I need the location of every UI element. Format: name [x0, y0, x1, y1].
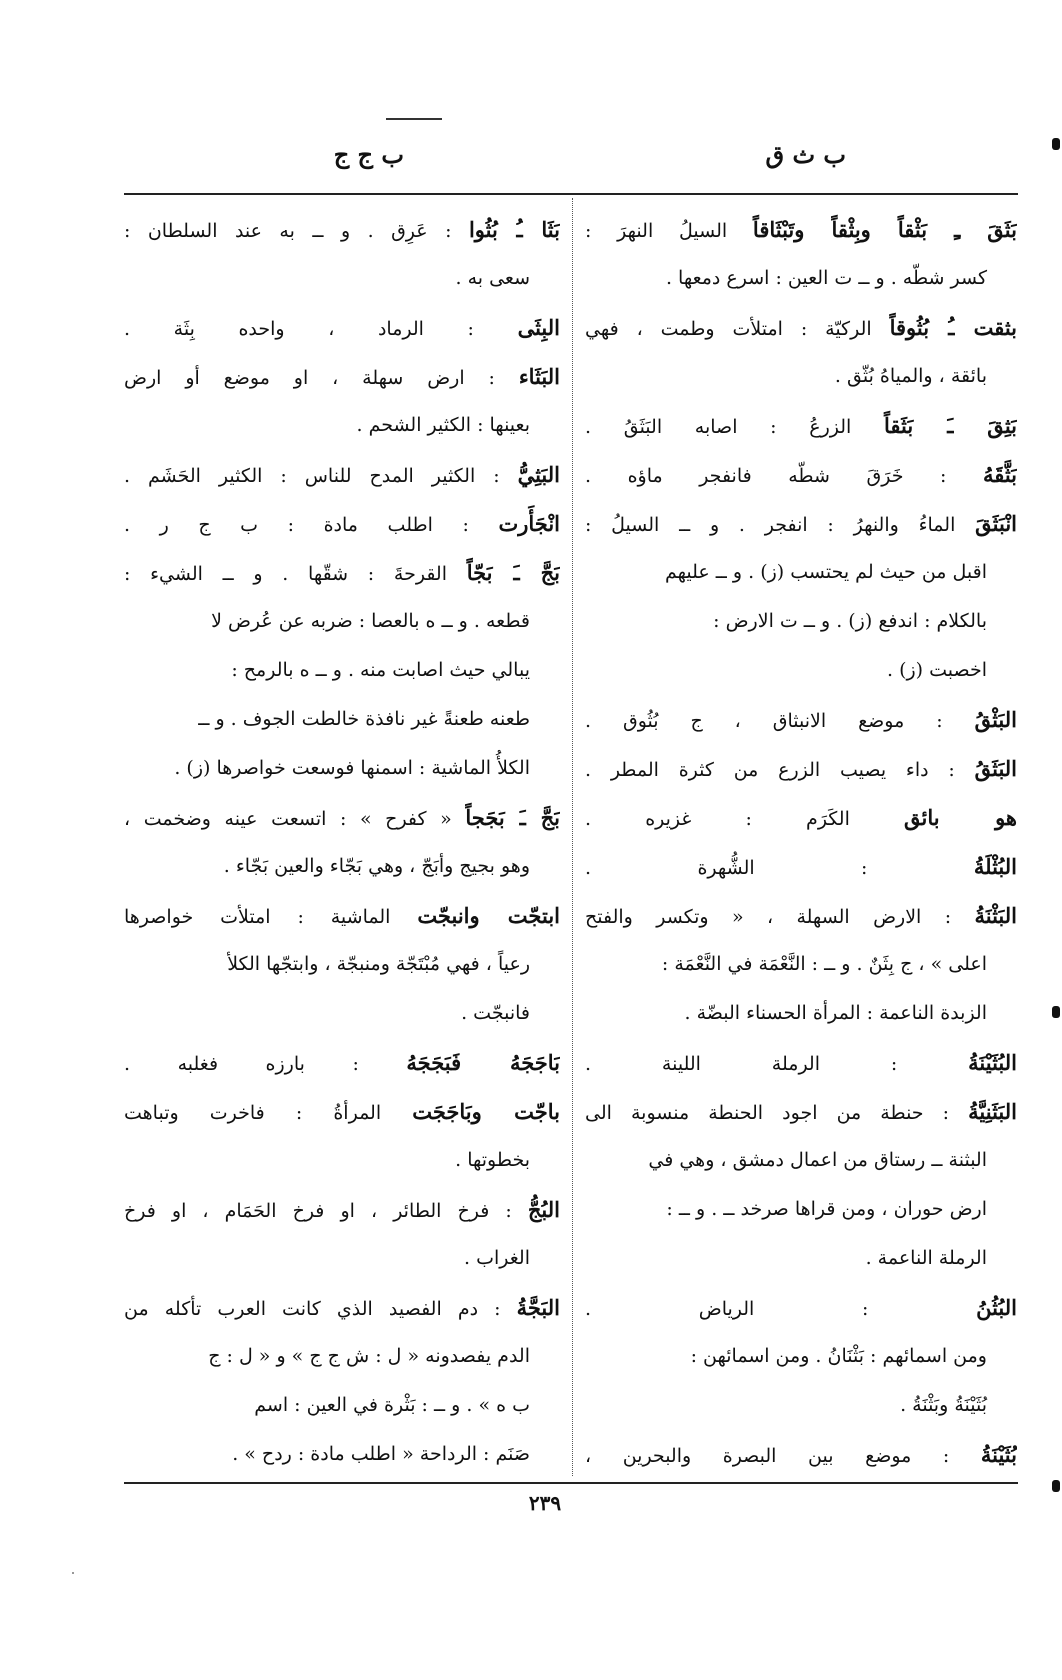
left-column: [124, 205, 560, 1480]
entry-headword: بَثَّقَهُ: [982, 462, 1017, 487]
entry-headword: هو بائق: [904, 805, 1017, 830]
entry-line: [124, 401, 560, 450]
entry-text: الكلأُ الماشية : اسمنها فوسعت خواصرها (ز) .: [174, 757, 530, 779]
entry-headword: بَثَا ـُ بُثُوا: [468, 217, 560, 242]
entry-text: سعى به .: [455, 267, 530, 289]
entry-line: [124, 1479, 560, 1480]
entry-line: [124, 1234, 560, 1283]
entry-text: ب ه » . و ــ : بَثْرة في العين : اسم: [254, 1394, 530, 1416]
entry-text: : موضع بين البصرة والبحرين ،: [585, 1445, 950, 1467]
entry-text: : ارض سهلة ، او موضع أو ارض: [124, 367, 495, 389]
entry-text: القرحةَ : شقّها . و ــ الشيء :: [124, 563, 447, 585]
entry-text: : حنطة من اجود الحنطة منسوبة الى: [585, 1102, 950, 1124]
entry-text: اعلى » ، ج بِثَنٌ . و ــ : النَّعْمَة في النَّعْمَة :: [661, 953, 987, 975]
entry-line: [124, 352, 560, 401]
entry-text: : داء يصيب الزرع من كثرة المطر .: [585, 759, 955, 781]
entry-line: [585, 646, 1017, 695]
entry-text: البثنة ــ رستاق من اعمال دمشق ، وهي في: [648, 1149, 987, 1171]
scan-speck: [72, 1572, 74, 1574]
entry-headword: بُثَيْنَةُ: [980, 1442, 1017, 1467]
column-divider: [572, 198, 573, 1476]
entry-line: [585, 1185, 1017, 1234]
entry-line: [585, 1234, 1017, 1283]
entry-text: بعينها : الكثير الشحم .: [356, 414, 530, 436]
entry-text: : اطلب مادة : ب ج ر .: [124, 514, 469, 536]
entry-text: بالكلام : اندفع (ز) . و ــ ت الارض :: [713, 610, 987, 632]
entry-text: : موضع الانبثاق ، ج بُثُوق .: [585, 710, 943, 732]
entry-text: قطعه . و ــ ه بالعصا : ضربه عن عُرض لا: [211, 610, 530, 632]
running-head-right: ب ث ق: [765, 140, 846, 169]
entry-text: السيلُ النهرَ :: [585, 220, 728, 242]
entry-line: [585, 891, 1017, 940]
entry-line: [585, 1381, 1017, 1430]
entry-line: [585, 940, 1017, 989]
entry-line: [124, 1087, 560, 1136]
running-head-left: ب ج ج: [333, 140, 404, 169]
entry-text: : الرياض .: [585, 1298, 869, 1320]
entry-line: [124, 1332, 560, 1381]
entry-line: [124, 1381, 560, 1430]
entry-line: [585, 842, 1017, 891]
entry-headword: البَجَّةُ: [516, 1295, 560, 1320]
entry-text: الماءُ والنهرُ : انفجر . و ــ السيلُ :: [585, 514, 956, 536]
entry-text: الدم يفصدونه « ل : ش ج ج » و « ل : ج: [208, 1345, 530, 1367]
edge-mark: [1052, 1006, 1060, 1018]
entry-line: [585, 254, 1017, 303]
entry-line: [585, 1332, 1017, 1381]
entry-text: : بارزه فغلبه .: [124, 1053, 359, 1075]
entry-headword: البَثِيُّ: [517, 462, 560, 487]
entry-text: يبالي حيث اصابت منه . و ــ ه بالرمح :: [231, 659, 530, 681]
entry-line: [124, 989, 560, 1038]
entry-headword: البِثَى: [517, 315, 560, 340]
entry-headword: بَثِقَ ـَ بَثَقاً: [884, 413, 1017, 438]
entry-headword: بَثَقَ ـِ بَثْقاً وبِثْقاً وتَبْثَاقاً: [752, 217, 1017, 242]
entry-text: الزرعُ : اصابه البَثَقُ .: [585, 416, 852, 438]
entry-line: [124, 1038, 560, 1087]
entry-line: [585, 1283, 1017, 1332]
entry-line: [585, 205, 1017, 254]
bottom-rule: [124, 1482, 1018, 1484]
entry-line: [124, 597, 560, 646]
entry-headword: البُثَيْنَةُ: [968, 1050, 1017, 1075]
entry-line: [124, 1185, 560, 1234]
entry-text: : الارض السهلة ، « وتكسر والفتح: [585, 906, 952, 928]
entry-headword: البَثَنِيَّةُ: [968, 1099, 1017, 1124]
entry-text: رعياً ، فهي مُبْتَجّة ومنبجّة ، وابتجّها الكلأ: [227, 953, 530, 975]
entry-line: [585, 744, 1017, 793]
entry-line: [585, 989, 1017, 1038]
entry-text: بُثَيْنَةُ وبَثْنَةُ .: [900, 1394, 987, 1416]
entry-headword: البُثْلَةُ: [973, 854, 1017, 879]
entry-line: [124, 450, 560, 499]
entry-line: [124, 303, 560, 352]
entry-headword: بَجَّ ـَ بَجَجاً: [465, 805, 560, 830]
entry-text: المرأةُ : فاخرت وتباهت: [124, 1102, 382, 1124]
entry-text: : الكثير المدح للناس : الكثير الحَشَم .: [124, 465, 500, 487]
entry-text: الكَرَم : غزيره .: [585, 808, 850, 830]
entry-line: [585, 1136, 1017, 1185]
entry-text: بخطوتها .: [455, 1149, 530, 1171]
entry-line: [585, 303, 1017, 352]
top-rule: [124, 193, 1018, 195]
entry-line: [124, 695, 560, 744]
entry-text: اقبل من حيث لم يحتسب (ز) . و ــ عليهم: [664, 561, 987, 583]
entry-line: [124, 940, 560, 989]
entry-text: فانبجّت .: [461, 1002, 530, 1024]
page-number: ٢٣٩: [528, 1491, 562, 1515]
entry-line: [124, 891, 560, 940]
entry-text: : عَرِق . و ــ به عند السلطان :: [124, 220, 452, 242]
entry-line: [585, 1430, 1017, 1479]
entry-text: : الشُّهرة .: [585, 857, 868, 879]
entry-headword: بثقت ـُ بُثُوقاً: [889, 315, 1017, 340]
entry-headword: انْجَأَرت: [498, 511, 560, 536]
entry-text: بائقة ، والمياهُ بُثّق .: [834, 365, 987, 387]
entry-headword: ابتجّت وانبجّت: [417, 903, 560, 928]
entry-text: الزبدة الناعمة : المرأة الحسناء البضّة .: [684, 1002, 987, 1024]
entry-line: [585, 1479, 1017, 1480]
entry-text: : الرماد ، واحده بِثَة .: [124, 318, 474, 340]
right-column: [585, 205, 1017, 1480]
entry-line: [585, 695, 1017, 744]
entry-line: [585, 548, 1017, 597]
entry-text: ومن اسمائهم : بَثْنَانُ . ومن اسمائهن :: [690, 1345, 987, 1367]
entry-headword: البَثْنَةُ: [974, 903, 1017, 928]
entry-headword: انْبَثَقَ: [975, 511, 1017, 536]
entry-text: : خَرَقَ شطّه فانفجر ماؤه .: [585, 465, 947, 487]
entry-text: وهو بجيج وأبَجّ ، وهي بَجّاء والعين بَجّاء .: [223, 855, 530, 877]
entry-text: ارض حوران ، ومن قراها صرخد ــ . و ــ :: [666, 1198, 987, 1220]
entry-line: [124, 646, 560, 695]
entry-text: : الرملة اللينة .: [585, 1053, 898, 1075]
entry-line: [585, 1038, 1017, 1087]
entry-line: [124, 548, 560, 597]
entry-text: الرملة الناعمة .: [865, 1247, 987, 1269]
entry-line: [124, 842, 560, 891]
entry-text: : دم الفصيد الذي كانت العرب تأكله من: [124, 1298, 501, 1320]
entry-line: [124, 793, 560, 842]
entry-text: الغراب .: [464, 1247, 530, 1269]
entry-text: طعنه طعنةً غير نافذة خالطت الجوف . و ــ: [198, 708, 530, 730]
entry-headword: البَثْقُ: [974, 707, 1017, 732]
edge-mark: [1052, 1480, 1060, 1492]
entry-line: [585, 499, 1017, 548]
entry-line: [585, 352, 1017, 401]
entry-text: كسر شطّه . و ــ ت العين : اسرع دمعها .: [665, 267, 987, 289]
edge-mark: [1052, 138, 1060, 150]
entry-text: : فرخ الطائر ، او فرخ الحَمَام ، او فرخ: [124, 1200, 512, 1222]
entry-text: اخصبت (ز) .: [886, 659, 987, 681]
entry-headword: البَثَاء: [518, 364, 560, 389]
entry-line: [124, 499, 560, 548]
entry-headword: باجّت وبَاجَجَت: [412, 1099, 560, 1124]
entry-text: « كفرح » : اتسعت عينه وضخمت ،: [124, 808, 452, 830]
entry-headword: البَثَقُ: [974, 756, 1017, 781]
entry-line: [124, 1136, 560, 1185]
entry-line: [124, 744, 560, 793]
entry-headword: البُجُّ: [527, 1197, 560, 1222]
entry-headword: بَاجَجَهُ فَبَجَجَهُ: [406, 1050, 560, 1075]
entry-line: [585, 597, 1017, 646]
entry-headword: بَجَّ ـَ بَجّاً: [466, 560, 560, 585]
entry-line: [124, 205, 560, 254]
entry-line: [585, 450, 1017, 499]
entry-text: صَنَم : الرداحة « اطلب مادة : ردح » .: [232, 1443, 530, 1465]
entry-line: [124, 254, 560, 303]
entry-line: [124, 1283, 560, 1332]
entry-headword: البُثُنُ: [976, 1295, 1017, 1320]
top-ornament-rule: [386, 118, 442, 120]
entry-line: [585, 793, 1017, 842]
entry-text: الركيّة : امتلأت وطمت ، فهي: [585, 318, 872, 340]
entry-line: [124, 1430, 560, 1479]
entry-line: [585, 401, 1017, 450]
entry-line: [585, 1087, 1017, 1136]
entry-text: الماشية : امتلأت خواصرها: [124, 906, 391, 928]
